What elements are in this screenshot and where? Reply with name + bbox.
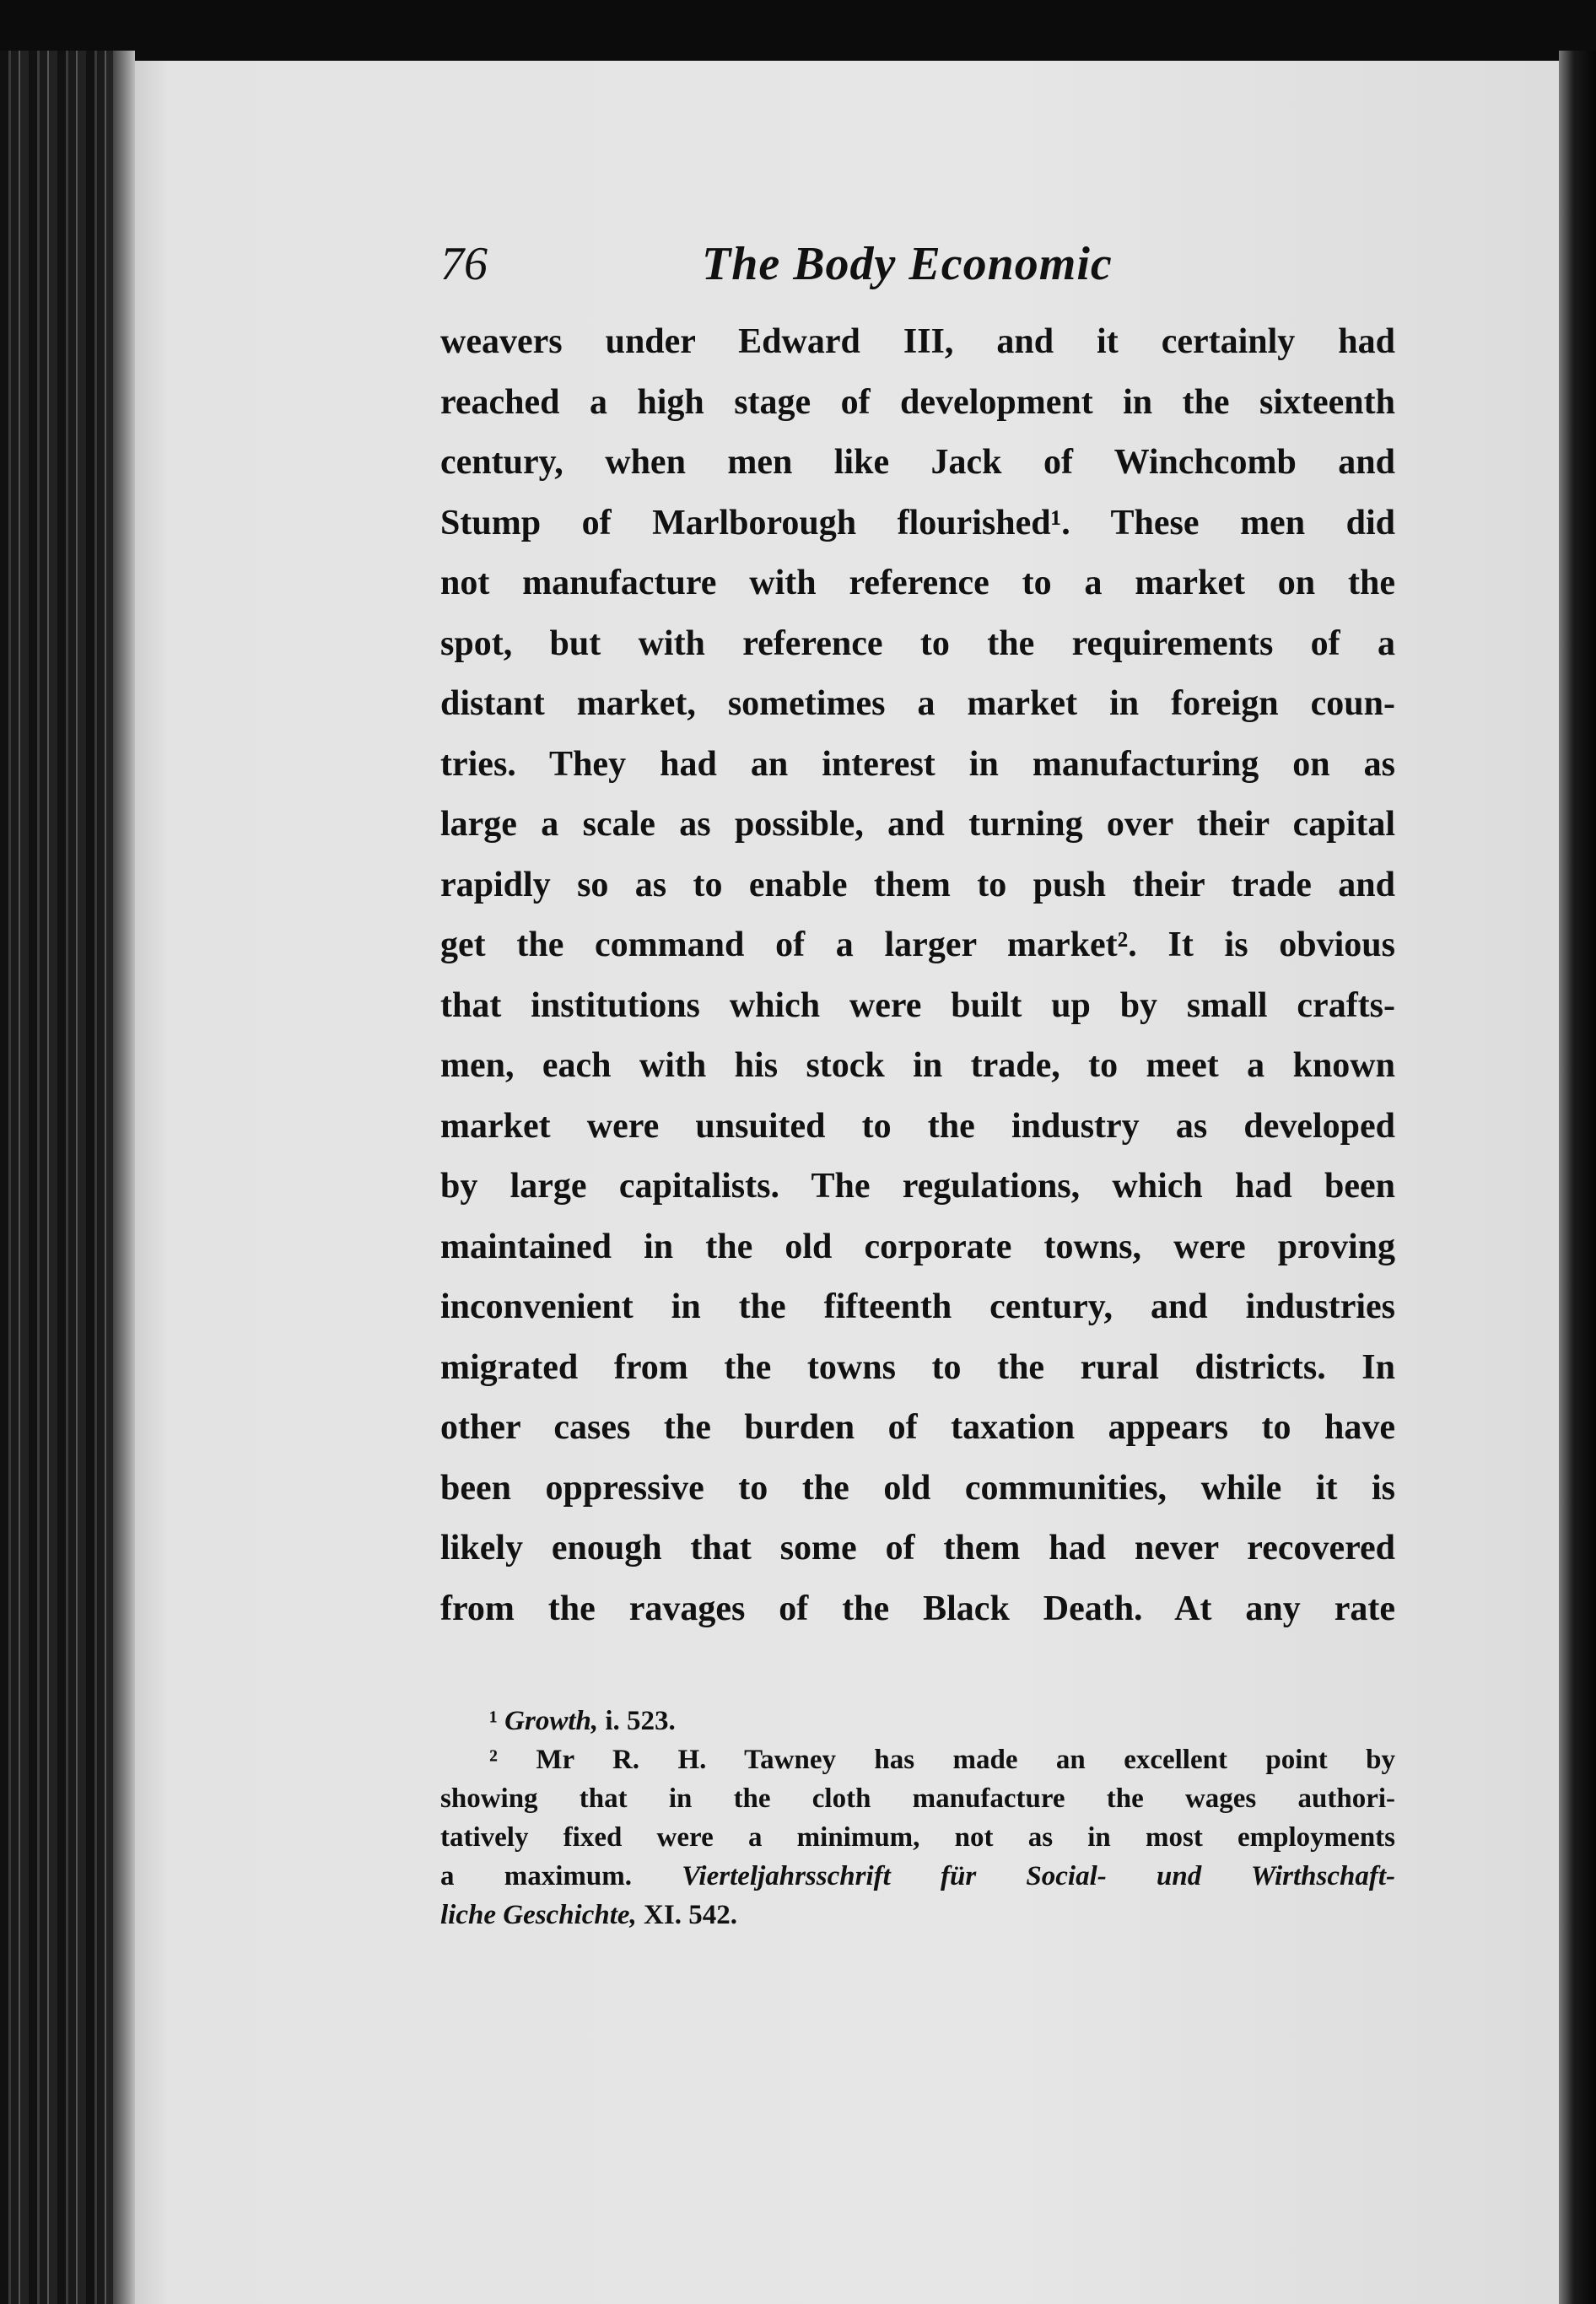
text-line: century, when men like Jack of Winchcomb and xyxy=(440,443,1395,482)
footnote-2-line xyxy=(440,1857,1395,1896)
text-line: spot, but with reference to the requirements of a xyxy=(440,623,1395,663)
footnote-2-line xyxy=(440,1740,1395,1779)
footnote-journal-title: Vierteljahrsschrift für Social- und Wirthschaft- xyxy=(682,1861,1395,1891)
text-line: get the command of a larger market². It is obvious xyxy=(440,925,1395,964)
running-head-title: The Body Economic xyxy=(702,238,1113,290)
footnote-ref-page: XI. 542. xyxy=(636,1900,737,1930)
text-line: from the ravages of the Black Death. At any rate xyxy=(440,1589,1395,1628)
text-line: by large capitalists. The regulations, which had been xyxy=(440,1167,1395,1206)
footnote-marker: ¹ xyxy=(489,1706,498,1736)
footnote-text: a maximum. xyxy=(440,1861,682,1891)
text-line: likely enough that some of them had never recovered xyxy=(440,1529,1395,1567)
text-line: large a scale as possible, and turning over their capital xyxy=(440,805,1395,844)
footnote-2-line: tatively fixed were a minimum, not as in most employments xyxy=(440,1822,1395,1853)
text-line: that institutions which were built up by small crafts- xyxy=(440,985,1395,1025)
footnote-ref-title: Growth, xyxy=(504,1706,599,1736)
text-line: reached a high stage of development in the sixteenth xyxy=(440,382,1395,422)
footnote-1 xyxy=(440,1702,1395,1740)
text-line: Stump of Marlborough flourished¹. These men did xyxy=(440,503,1395,542)
text-line: not manufacture with reference to a market on the xyxy=(440,564,1395,602)
text-line: rapidly so as to enable them to push their trade and xyxy=(440,865,1395,904)
text-line: other cases the burden of taxation appears to have xyxy=(440,1408,1395,1447)
scan-right-border xyxy=(1559,51,1596,2304)
page-content xyxy=(440,228,1395,1934)
text-line: market were unsuited to the industry as developed xyxy=(440,1106,1395,1146)
footnote-2-line xyxy=(440,1896,1395,1934)
running-head xyxy=(440,228,1395,300)
page-number: 76 xyxy=(440,238,488,290)
text-line: been oppressive to the old communities, while it is xyxy=(440,1468,1395,1508)
text-line: maintained in the old corporate towns, were proving xyxy=(440,1227,1395,1266)
footnote-text: Mr R. H. Tawney has made an excellent point by xyxy=(536,1745,1395,1775)
book-binding-edge xyxy=(0,51,135,2304)
footnote-ref-page: i. 523. xyxy=(598,1706,676,1736)
text-line: weavers under Edward III, and it certainly had xyxy=(440,322,1395,361)
body-text xyxy=(440,312,1395,1639)
text-line: distant market, sometimes a market in foreign coun- xyxy=(440,684,1395,723)
text-line: migrated from the towns to the rural districts. In xyxy=(440,1347,1395,1387)
footnote-2-line: showing that in the cloth manufacture the wages authori- xyxy=(440,1783,1395,1814)
footnote-journal-title: liche Geschichte, xyxy=(440,1900,637,1930)
text-line: tries. They had an interest in manufacturing on as xyxy=(440,744,1395,784)
footnotes xyxy=(440,1702,1395,1934)
text-line: men, each with his stock in trade, to meet a known xyxy=(440,1046,1395,1085)
footnote-marker: ² xyxy=(489,1745,498,1775)
scan-top-border xyxy=(0,0,1596,67)
text-line: inconvenient in the fifteenth century, and industries xyxy=(440,1287,1395,1326)
